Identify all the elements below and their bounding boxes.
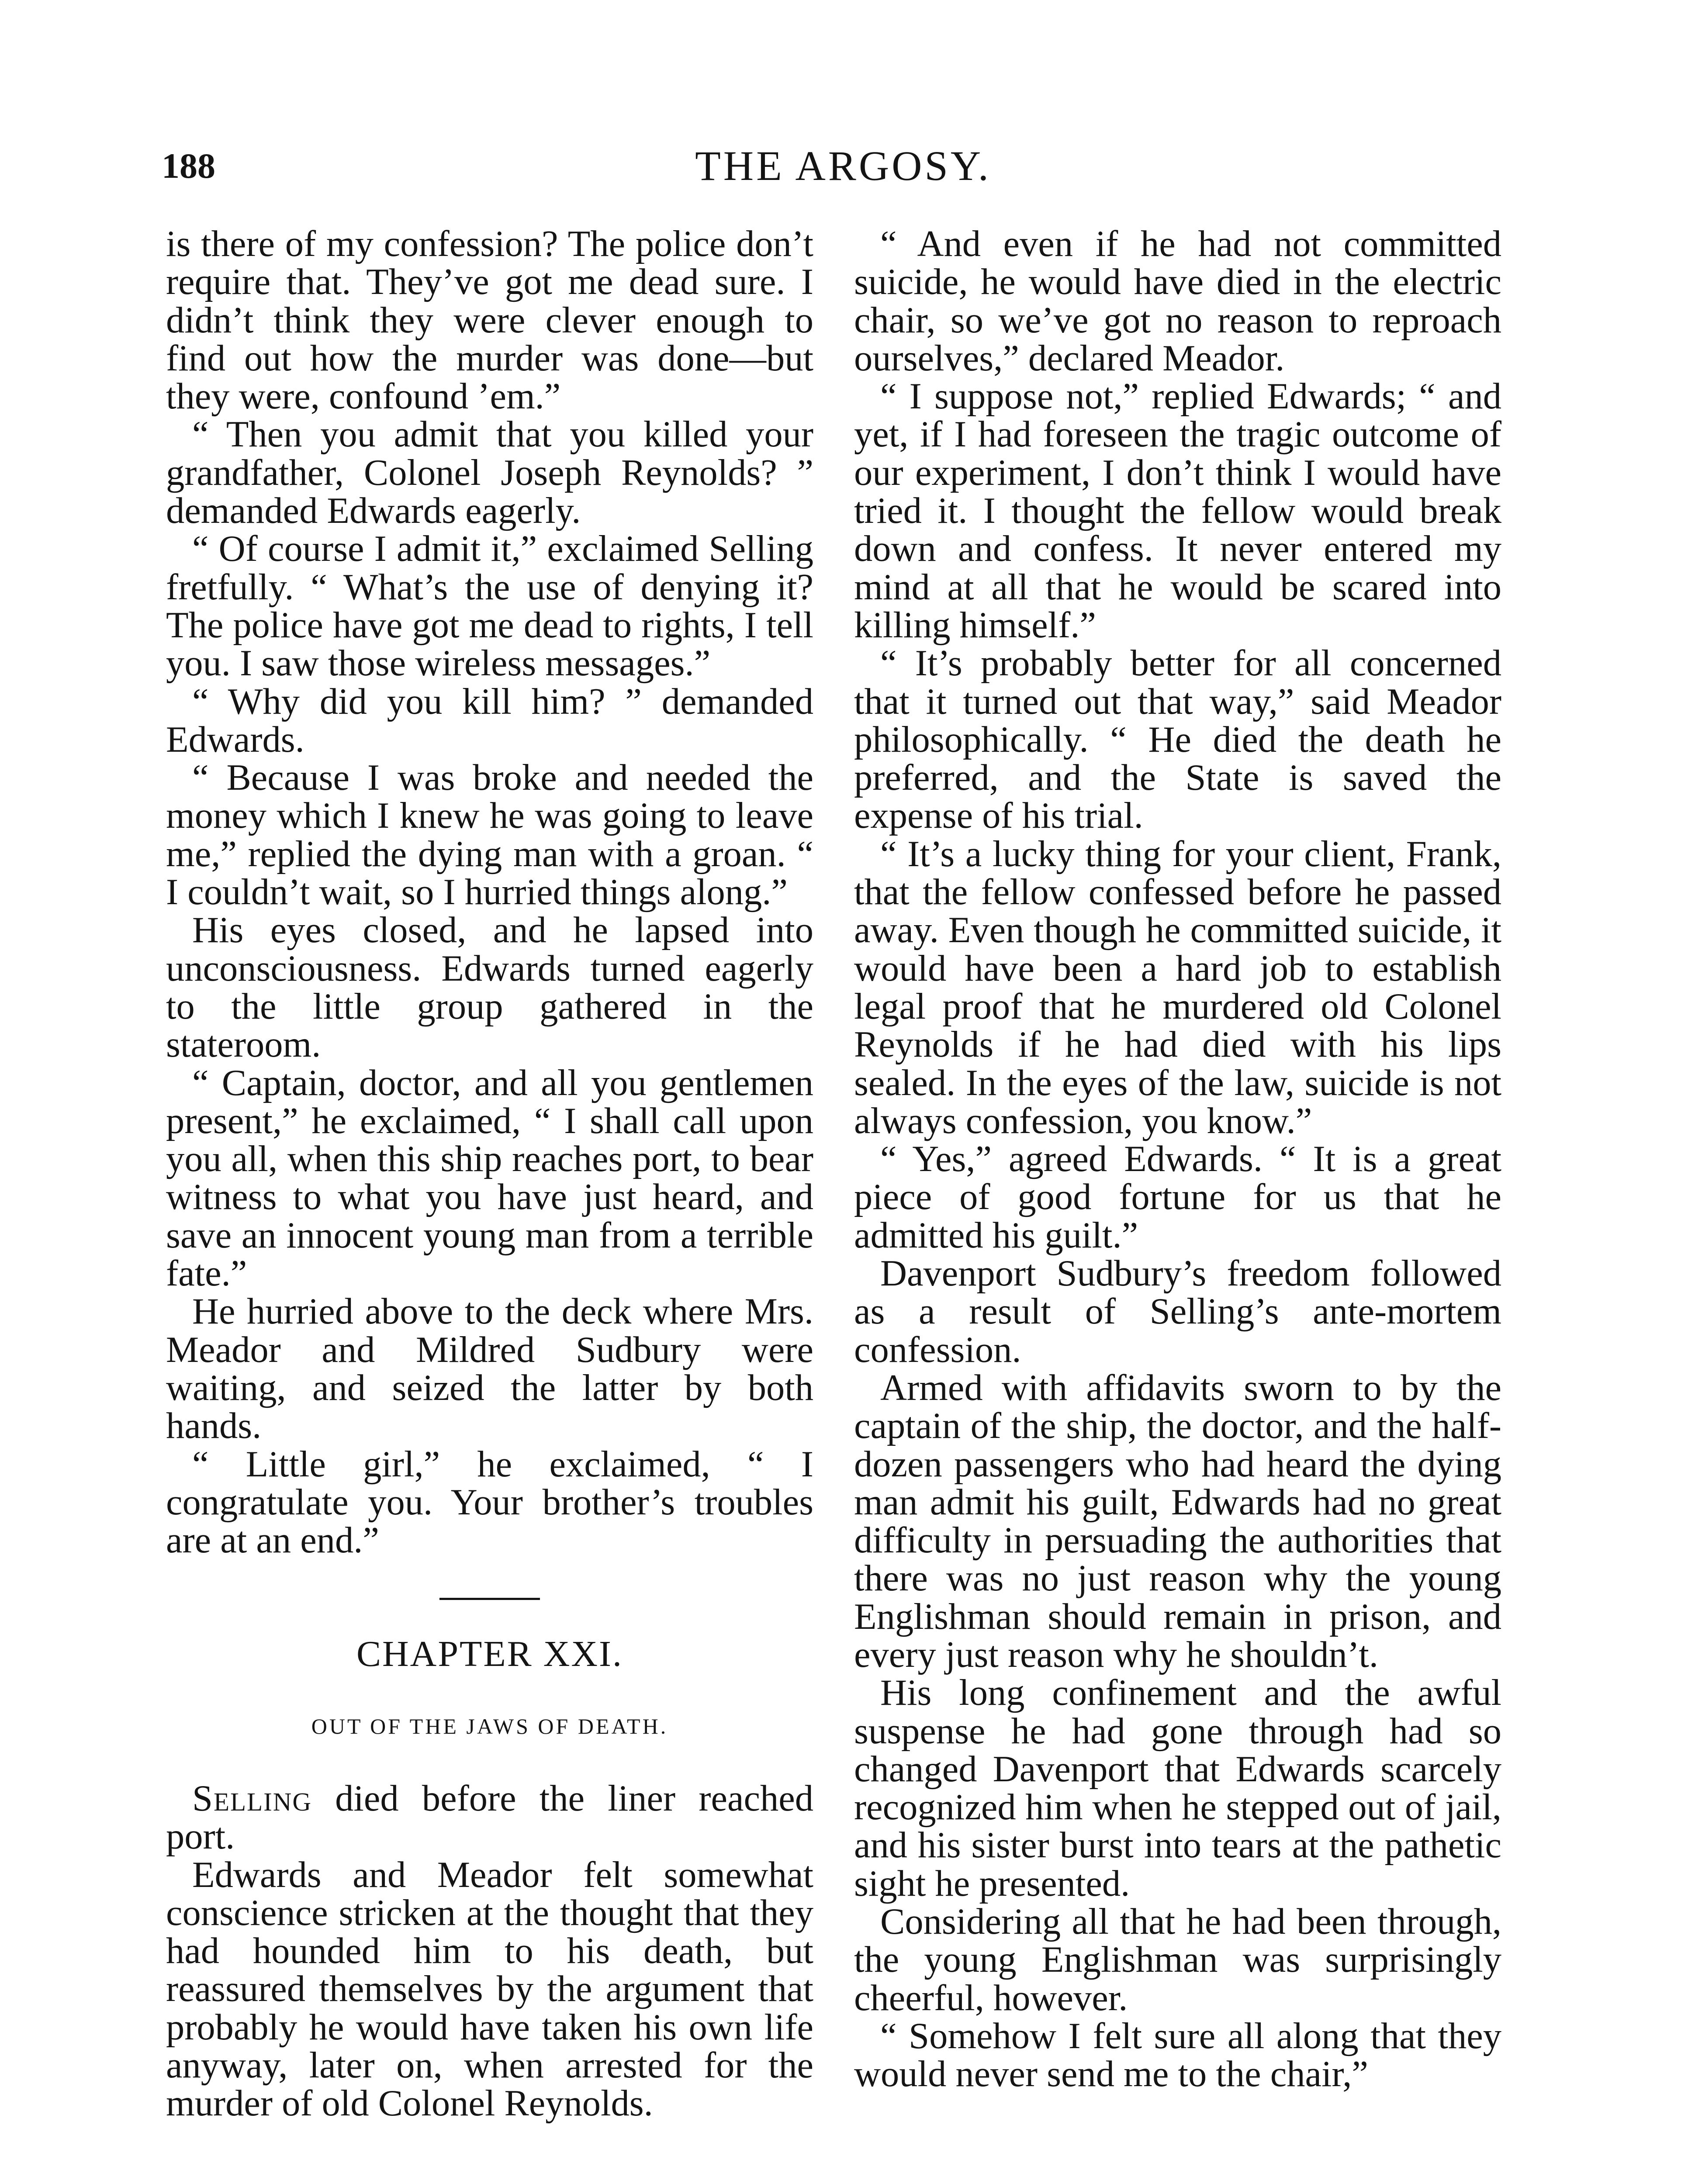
paragraph: Considering all that he had been through, the young Englishman was surprisingly cheerful, however.: [854, 1901, 1501, 2018]
paragraph: Edwards and Meador felt somewhat conscience stricken at the thought that they had hounded him to his death, but reassured themselves by the argument that probably he would have taken his own life anyway, later on, when arrested for the murder of old Colonel Reynolds.: [166, 1854, 813, 2124]
paragraph: Davenport Sudbury’s freedom followed as a result of Selling’s ante-mortem confession.: [854, 1253, 1501, 1370]
paragraph: is there of my confession? The police don’t require that. They’ve got me dead sure. I didn’t think they were clever enough to find out how the murder was done—but they were, confound ’em.”: [166, 224, 813, 417]
paragraph: “ Somehow I felt sure all along that they would never send me to the chair,”: [854, 2015, 1501, 2095]
chapter-subtitle: OUT OF THE JAWS OF DEATH.: [311, 1714, 668, 1738]
paragraph: “ Little girl,” he exclaimed, “ I congratulate you. Your brother’s troubles are at an end.”: [166, 1444, 813, 1561]
section-divider: [439, 1598, 540, 1600]
right-column: [854, 225, 1501, 2094]
paragraph: “ Of course I admit it,” exclaimed Selling fretfully. “ What’s the use of denying it? The police have got me dead to rights, I tell you. I saw those wireless messages.”: [166, 529, 813, 684]
paragraph: “ Captain, doctor, and all you gentlemen present,” he exclaimed, “ I shall call upon you all, when this ship reaches port, to bear witness to what you have just heard, and save an innocent young man from a terrible fate.”: [166, 1062, 813, 1294]
paragraph: “ I suppose not,” replied Edwards; “ and yet, if I had foreseen the tragic outcome of our experiment, I don’t think I would have tried it. I thought the fellow would break down and confess. It never entered my mind at all that he would be scared into killing himself.”: [854, 376, 1501, 646]
paragraph: “ Why did you kill him? ” demanded Edwards.: [166, 681, 813, 760]
page-header: [162, 140, 1525, 192]
paragraph: “ Yes,” agreed Edwards. “ It is a great piece of good fortune for us that he admitted his guilt.”: [854, 1139, 1501, 1256]
paragraph: His long confinement and the awful suspense he had gone through had so changed Davenport that Edwards scarcely recognized him when he stepped out of jail, and his sister burst into tears at the pathetic sight he presented.: [854, 1673, 1501, 1904]
running-title: THE ARGOSY.: [695, 142, 991, 189]
paragraph: “ And even if he had not committed suicide, he would have died in the electric chair, so we’ve got no reason to reproach ourselves,” declared Meador.: [854, 224, 1501, 379]
page-number: 188: [162, 146, 215, 186]
chapter-title: CHAPTER XXI.: [356, 1634, 623, 1675]
chapter-opening-paragraph: [166, 1780, 813, 1856]
chapter-first-rest: died before the liner reached port.: [166, 1778, 813, 1857]
chapter-first-word: Selling: [192, 1778, 312, 1819]
paragraph: “ It’s a lucky thing for your client, Frank, that the fellow confessed before he passed away. Even though he committed suicide, it would have been a hard job to establish legal proof that he murdered old Colonel Reynolds if he had died with his lips sealed. In the eyes of the law, suicide is not always confession, you know.”: [854, 833, 1501, 1141]
paragraph: “ Then you admit that you killed your grandfather, Colonel Joseph Reynolds? ” demanded Edwards eagerly.: [166, 414, 813, 532]
paragraph: Armed with affidavits sworn to by the captain of the ship, the doctor, and the half-dozen passengers who had heard the dying man admit his guilt, Edwards had no great difficulty in persuading the authorities that there was no just reason why the young Englishman should remain in prison, and every just reason why he shouldn’t.: [854, 1367, 1501, 1675]
left-column: [166, 225, 813, 2123]
paragraph: “ Because I was broke and needed the money which I knew he was going to leave me,” replied the dying man with a groan. “ I couldn’t wait, so I hurried things along.”: [166, 757, 813, 913]
paragraph: “ It’s probably better for all concerned that it turned out that way,” said Meador philosophically. “ He died the death he preferred, and the State is saved the expense of his trial.: [854, 643, 1501, 836]
paragraph: His eyes closed, and he lapsed into unconsciousness. Edwards turned eagerly to the little group gathered in the stateroom.: [166, 910, 813, 1065]
paragraph: He hurried above to the deck where Mrs. Meador and Mildred Sudbury were waiting, and seized the latter by both hands.: [166, 1291, 813, 1447]
